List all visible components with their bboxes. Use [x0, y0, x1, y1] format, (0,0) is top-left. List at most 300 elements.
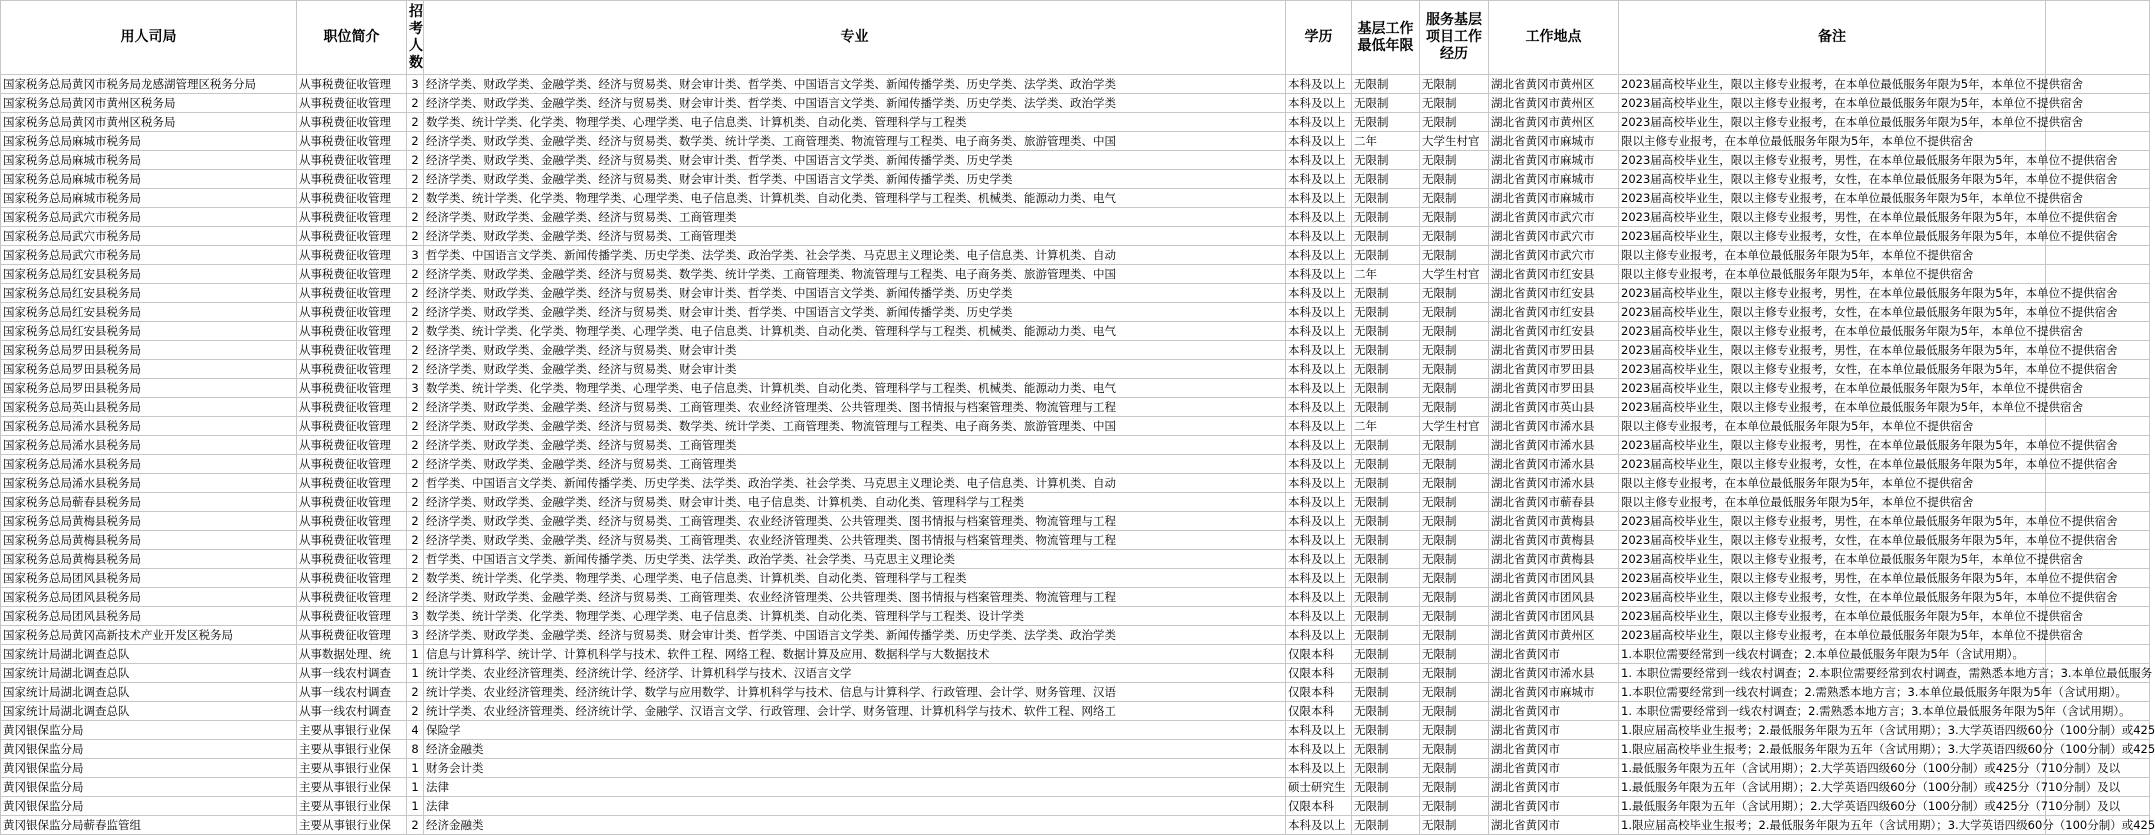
cell-remarks[interactable]: 2023届高校毕业生，限以主修专业报考，女性，在本单位最低服务年限为5年，本单位不提供宿舍 [1619, 531, 2046, 550]
cell-agency[interactable]: 国家统计局湖北调查总队 [1, 702, 297, 721]
cell-location[interactable]: 湖北省黄冈市武穴市 [1489, 208, 1619, 227]
cell-position[interactable]: 从事税费征收管理 [297, 170, 407, 189]
cell-count[interactable]: 2 [407, 683, 424, 702]
cell-education[interactable]: 本科及以上 [1286, 170, 1352, 189]
cell-remarks[interactable]: 2023届高校毕业生，限以主修专业报考，女性，在本单位最低服务年限为5年，本单位不提供宿舍 [1619, 360, 2046, 379]
cell-position[interactable]: 从事税费征收管理 [297, 341, 407, 360]
cell-major[interactable]: 法律 [424, 778, 1286, 797]
cell-agency[interactable]: 国家税务总局浠水县税务局 [1, 436, 297, 455]
cell-education[interactable]: 仅限本科 [1286, 645, 1352, 664]
cell-agency[interactable]: 国家税务总局麻城市税务局 [1, 189, 297, 208]
cell-position[interactable]: 从事税费征收管理 [297, 303, 407, 322]
cell-location[interactable]: 湖北省黄冈市黄梅县 [1489, 531, 1619, 550]
cell-location[interactable]: 湖北省黄冈市罗田县 [1489, 341, 1619, 360]
cell-min-years[interactable]: 无限制 [1352, 474, 1420, 493]
cell-major[interactable]: 经济学类、财政学类、金融学类、经济与贸易类、数学类、统计学类、工商管理类、物流管理与工程类、电子商务类、旅游管理类、中国 [424, 417, 1286, 436]
cell-major[interactable]: 数学类、统计学类、化学类、物理学类、心理学类、电子信息类、计算机类、自动化类、管理科学与工程类、机械类、能源动力类、电气 [424, 322, 1286, 341]
cell-service-experience[interactable]: 无限制 [1420, 303, 1489, 322]
cell-agency[interactable]: 国家税务总局黄梅县税务局 [1, 512, 297, 531]
cell-count[interactable]: 2 [407, 436, 424, 455]
cell-position[interactable]: 从事税费征收管理 [297, 550, 407, 569]
cell-location[interactable]: 湖北省黄冈市黄州区 [1489, 626, 1619, 645]
cell-education[interactable]: 本科及以上 [1286, 417, 1352, 436]
cell-location[interactable]: 湖北省黄冈市武穴市 [1489, 227, 1619, 246]
cell-position[interactable]: 从事税费征收管理 [297, 493, 407, 512]
cell-education[interactable]: 本科及以上 [1286, 474, 1352, 493]
cell-position[interactable]: 从事税费征收管理 [297, 322, 407, 341]
cell-location[interactable]: 湖北省黄冈市红安县 [1489, 322, 1619, 341]
cell-remarks[interactable]: 2023届高校毕业生，限以主修专业报考，男性，在本单位最低服务年限为5年，本单位不提供宿舍 [1619, 569, 2046, 588]
cell-major[interactable]: 经济学类、财政学类、金融学类、经济与贸易类、工商管理类、农业经济管理类、公共管理类、图书情报与档案管理类、物流管理与工程 [424, 588, 1286, 607]
cell-major[interactable]: 经济学类、财政学类、金融学类、经济与贸易类、工商管理类、农业经济管理类、公共管理类、图书情报与档案管理类、物流管理与工程 [424, 512, 1286, 531]
cell-min-years[interactable]: 无限制 [1352, 189, 1420, 208]
cell-location[interactable]: 湖北省黄冈市黄州区 [1489, 113, 1619, 132]
cell-min-years[interactable]: 无限制 [1352, 170, 1420, 189]
cell-remarks[interactable]: 2023届高校毕业生，限以主修专业报考，男性，在本单位最低服务年限为5年，本单位不提供宿舍 [1619, 284, 2046, 303]
cell-remarks[interactable]: 2023届高校毕业生，限以主修专业报考，女性，在本单位最低服务年限为5年，本单位不提供宿舍 [1619, 588, 2046, 607]
cell-count[interactable]: 3 [407, 246, 424, 265]
cell-min-years[interactable]: 无限制 [1352, 379, 1420, 398]
cell-major[interactable]: 经济学类、财政学类、金融学类、经济与贸易类、财会审计类 [424, 360, 1286, 379]
cell-major[interactable]: 经济学类、财政学类、金融学类、经济与贸易类、工商管理类、农业经济管理类、公共管理类、图书情报与档案管理类、物流管理与工程 [424, 398, 1286, 417]
cell-count[interactable]: 3 [407, 626, 424, 645]
cell-education[interactable]: 本科及以上 [1286, 379, 1352, 398]
cell-count[interactable]: 2 [407, 455, 424, 474]
cell-major[interactable]: 数学类、统计学类、化学类、物理学类、心理学类、电子信息类、计算机类、自动化类、管理科学与工程类、机械类、能源动力类、电气 [424, 379, 1286, 398]
cell-location[interactable]: 湖北省黄冈市团风县 [1489, 607, 1619, 626]
cell-agency[interactable]: 国家税务总局武穴市税务局 [1, 246, 297, 265]
cell-count[interactable]: 2 [407, 265, 424, 284]
cell-min-years[interactable]: 无限制 [1352, 645, 1420, 664]
cell-education[interactable]: 本科及以上 [1286, 246, 1352, 265]
cell-location[interactable]: 湖北省黄冈市浠水县 [1489, 436, 1619, 455]
cell-remarks[interactable]: 1. 本职位需要经常到一线农村调查；2.本职位需要经常到农村调查，需熟悉本地方言；3.本单位最低服务 [1619, 664, 2046, 683]
cell-agency[interactable]: 国家税务总局浠水县税务局 [1, 474, 297, 493]
cell-agency[interactable]: 黄冈银保监分局 [1, 721, 297, 740]
cell-count[interactable]: 1 [407, 759, 424, 778]
cell-count[interactable]: 2 [407, 493, 424, 512]
cell-count[interactable]: 2 [407, 417, 424, 436]
header-count[interactable]: 招考人数 [407, 1, 424, 75]
cell-agency[interactable]: 国家税务总局黄冈市税务局龙感湖管理区税务分局 [1, 75, 297, 94]
cell-position[interactable]: 从事税费征收管理 [297, 360, 407, 379]
cell-count[interactable]: 2 [407, 702, 424, 721]
cell-location[interactable]: 湖北省黄冈市麻城市 [1489, 683, 1619, 702]
cell-major[interactable]: 保险学 [424, 721, 1286, 740]
cell-education[interactable]: 本科及以上 [1286, 721, 1352, 740]
cell-major[interactable]: 经济学类、财政学类、金融学类、经济与贸易类、财会审计类、电子信息类、计算机类、自动化类、管理科学与工程类 [424, 493, 1286, 512]
cell-major[interactable]: 经济学类、财政学类、金融学类、经济与贸易类、财会审计类、哲学类、中国语言文学类、新闻传播学类、历史学类、法学类、政治学类 [424, 626, 1286, 645]
cell-min-years[interactable]: 无限制 [1352, 721, 1420, 740]
cell-agency[interactable]: 国家税务总局红安县税务局 [1, 322, 297, 341]
cell-count[interactable]: 1 [407, 797, 424, 816]
cell-location[interactable]: 湖北省黄冈市红安县 [1489, 303, 1619, 322]
cell-position[interactable]: 从事税费征收管理 [297, 607, 407, 626]
cell-major[interactable]: 哲学类、中国语言文学类、新闻传播学类、历史学类、法学类、政治学类、社会学类、马克思主义理论类、电子信息类、计算机类、自动 [424, 246, 1286, 265]
cell-service-experience[interactable]: 无限制 [1420, 531, 1489, 550]
cell-remarks[interactable]: 1.最低服务年限为五年（含试用期）；2.大学英语四级60分（100分制）或425分（710分制）及以 [1619, 797, 2046, 816]
cell-education[interactable]: 本科及以上 [1286, 341, 1352, 360]
cell-remarks[interactable]: 限以主修专业报考，在本单位最低服务年限为5年，本单位不提供宿舍 [1619, 132, 2046, 151]
cell-min-years[interactable]: 无限制 [1352, 607, 1420, 626]
cell-position[interactable]: 主要从事银行业保 [297, 797, 407, 816]
cell-remarks[interactable]: 1.限应届高校毕业生报考；2.最低服务年限为五年（含试用期）；3.大学英语四级60分（100分制）或425 [1619, 740, 2046, 759]
cell-min-years[interactable]: 无限制 [1352, 778, 1420, 797]
cell-empty[interactable] [2046, 265, 2150, 284]
cell-service-experience[interactable]: 无限制 [1420, 151, 1489, 170]
cell-location[interactable]: 湖北省黄冈市 [1489, 816, 1619, 835]
cell-agency[interactable]: 黄冈银保监分局蕲春监管组 [1, 816, 297, 835]
cell-agency[interactable]: 国家税务总局武穴市税务局 [1, 227, 297, 246]
cell-count[interactable]: 2 [407, 360, 424, 379]
cell-education[interactable]: 本科及以上 [1286, 189, 1352, 208]
cell-count[interactable]: 1 [407, 778, 424, 797]
cell-major[interactable]: 数学类、统计学类、化学类、物理学类、心理学类、电子信息类、计算机类、自动化类、管理科学与工程类、设计学类 [424, 607, 1286, 626]
cell-location[interactable]: 湖北省黄冈市浠水县 [1489, 455, 1619, 474]
cell-location[interactable]: 湖北省黄冈市罗田县 [1489, 360, 1619, 379]
cell-major[interactable]: 经济学类、财政学类、金融学类、经济与贸易类、工商管理类 [424, 436, 1286, 455]
cell-min-years[interactable]: 二年 [1352, 265, 1420, 284]
cell-remarks[interactable]: 2023届高校毕业生，限以主修专业报考，女性，在本单位最低服务年限为5年，本单位不提供宿舍 [1619, 170, 2046, 189]
cell-agency[interactable]: 国家统计局湖北调查总队 [1, 683, 297, 702]
cell-remarks[interactable]: 2023届高校毕业生，限以主修专业报考，在本单位最低服务年限为5年，本单位不提供宿舍 [1619, 94, 2046, 113]
cell-count[interactable]: 2 [407, 227, 424, 246]
cell-service-experience[interactable]: 无限制 [1420, 797, 1489, 816]
cell-service-experience[interactable]: 无限制 [1420, 740, 1489, 759]
cell-count[interactable]: 1 [407, 664, 424, 683]
cell-major[interactable]: 经济金融类 [424, 740, 1286, 759]
cell-service-experience[interactable]: 无限制 [1420, 721, 1489, 740]
cell-remarks[interactable]: 2023届高校毕业生，限以主修专业报考，在本单位最低服务年限为5年，本单位不提供宿舍 [1619, 398, 2046, 417]
cell-min-years[interactable]: 无限制 [1352, 493, 1420, 512]
cell-location[interactable]: 湖北省黄冈市红安县 [1489, 265, 1619, 284]
cell-min-years[interactable]: 无限制 [1352, 75, 1420, 94]
cell-education[interactable]: 本科及以上 [1286, 455, 1352, 474]
cell-position[interactable]: 从事数据处理、统 [297, 645, 407, 664]
cell-major[interactable]: 统计学类、农业经济管理类、经济统计学、金融学、汉语言文学、行政管理、会计学、财务管理、计算机科学与技术、软件工程、网络工 [424, 702, 1286, 721]
cell-remarks[interactable]: 2023届高校毕业生，限以主修专业报考，在本单位最低服务年限为5年，本单位不提供宿舍 [1619, 550, 2046, 569]
cell-location[interactable]: 湖北省黄冈市浠水县 [1489, 664, 1619, 683]
cell-remarks[interactable]: 1.最低服务年限为五年（含试用期）；2.大学英语四级60分（100分制）或425分（710分制）及以 [1619, 778, 2046, 797]
cell-service-experience[interactable]: 无限制 [1420, 113, 1489, 132]
cell-location[interactable]: 湖北省黄冈市团风县 [1489, 569, 1619, 588]
cell-remarks[interactable]: 2023届高校毕业生，限以主修专业报考，在本单位最低服务年限为5年，本单位不提供宿舍 [1619, 189, 2046, 208]
cell-location[interactable]: 湖北省黄冈市 [1489, 645, 1619, 664]
cell-service-experience[interactable]: 无限制 [1420, 246, 1489, 265]
cell-min-years[interactable]: 无限制 [1352, 512, 1420, 531]
cell-count[interactable]: 2 [407, 531, 424, 550]
cell-location[interactable]: 湖北省黄冈市罗田县 [1489, 379, 1619, 398]
cell-min-years[interactable]: 无限制 [1352, 284, 1420, 303]
cell-remarks[interactable]: 1.本职位需要经常到一线农村调查；2.需熟悉本地方言；3.本单位最低服务年限为5年（含试用期）。 [1619, 683, 2046, 702]
cell-major[interactable]: 法律 [424, 797, 1286, 816]
cell-education[interactable]: 本科及以上 [1286, 550, 1352, 569]
cell-empty[interactable] [2046, 493, 2150, 512]
cell-service-experience[interactable]: 无限制 [1420, 550, 1489, 569]
cell-min-years[interactable]: 无限制 [1352, 151, 1420, 170]
cell-remarks[interactable]: 限以主修专业报考，在本单位最低服务年限为5年，本单位不提供宿舍 [1619, 493, 2046, 512]
cell-remarks[interactable]: 2023届高校毕业生，限以主修专业报考，女性，在本单位最低服务年限为5年，本单位不提供宿舍 [1619, 227, 2046, 246]
cell-major[interactable]: 信息与计算科学、统计学、计算机科学与技术、软件工程、网络工程、数据计算及应用、数据科学与大数据技术 [424, 645, 1286, 664]
cell-service-experience[interactable]: 无限制 [1420, 512, 1489, 531]
cell-education[interactable]: 本科及以上 [1286, 75, 1352, 94]
cell-agency[interactable]: 国家税务总局浠水县税务局 [1, 455, 297, 474]
cell-major[interactable]: 经济学类、财政学类、金融学类、经济与贸易类、财会审计类、哲学类、中国语言文学类、新闻传播学类、历史学类 [424, 170, 1286, 189]
cell-service-experience[interactable]: 无限制 [1420, 94, 1489, 113]
cell-min-years[interactable]: 无限制 [1352, 436, 1420, 455]
cell-count[interactable]: 2 [407, 512, 424, 531]
cell-min-years[interactable]: 无限制 [1352, 797, 1420, 816]
cell-major[interactable]: 统计学类、农业经济管理类、经济统计学、经济学、计算机科学与技术、汉语言文学 [424, 664, 1286, 683]
cell-major[interactable]: 经济学类、财政学类、金融学类、经济与贸易类、数学类、统计学类、工商管理类、物流管理与工程类、电子商务类、旅游管理类、中国 [424, 132, 1286, 151]
cell-education[interactable]: 仅限本科 [1286, 683, 1352, 702]
cell-count[interactable]: 2 [407, 94, 424, 113]
cell-count[interactable]: 3 [407, 75, 424, 94]
cell-count[interactable]: 2 [407, 322, 424, 341]
cell-service-experience[interactable]: 无限制 [1420, 75, 1489, 94]
cell-position[interactable]: 从事税费征收管理 [297, 113, 407, 132]
cell-empty[interactable] [2046, 417, 2150, 436]
cell-service-experience[interactable]: 无限制 [1420, 816, 1489, 835]
cell-position[interactable]: 从事税费征收管理 [297, 189, 407, 208]
cell-count[interactable]: 2 [407, 189, 424, 208]
cell-agency[interactable]: 国家税务总局团风县税务局 [1, 569, 297, 588]
cell-agency[interactable]: 国家税务总局英山县税务局 [1, 398, 297, 417]
cell-service-experience[interactable]: 无限制 [1420, 360, 1489, 379]
header-major[interactable]: 专业 [424, 1, 1286, 75]
cell-service-experience[interactable]: 无限制 [1420, 664, 1489, 683]
cell-service-experience[interactable]: 大学生村官 [1420, 417, 1489, 436]
cell-service-experience[interactable]: 无限制 [1420, 493, 1489, 512]
cell-major[interactable]: 哲学类、中国语言文学类、新闻传播学类、历史学类、法学类、政治学类、社会学类、马克思主义理论类 [424, 550, 1286, 569]
cell-education[interactable]: 本科及以上 [1286, 208, 1352, 227]
cell-min-years[interactable]: 无限制 [1352, 360, 1420, 379]
cell-remarks[interactable]: 2023届高校毕业生，限以主修专业报考，男性，在本单位最低服务年限为5年，本单位不提供宿舍 [1619, 436, 2046, 455]
cell-education[interactable]: 本科及以上 [1286, 436, 1352, 455]
cell-education[interactable]: 本科及以上 [1286, 759, 1352, 778]
cell-min-years[interactable]: 无限制 [1352, 664, 1420, 683]
cell-count[interactable]: 8 [407, 740, 424, 759]
cell-major[interactable]: 经济金融类 [424, 816, 1286, 835]
cell-agency[interactable]: 国家税务总局罗田县税务局 [1, 341, 297, 360]
cell-location[interactable]: 湖北省黄冈市 [1489, 721, 1619, 740]
cell-location[interactable]: 湖北省黄冈市黄州区 [1489, 75, 1619, 94]
cell-count[interactable]: 4 [407, 721, 424, 740]
cell-position[interactable]: 从事税费征收管理 [297, 455, 407, 474]
cell-min-years[interactable]: 无限制 [1352, 341, 1420, 360]
cell-empty[interactable] [2046, 132, 2150, 151]
cell-min-years[interactable]: 无限制 [1352, 227, 1420, 246]
cell-service-experience[interactable]: 大学生村官 [1420, 132, 1489, 151]
cell-agency[interactable]: 国家税务总局团风县税务局 [1, 588, 297, 607]
cell-agency[interactable]: 国家统计局湖北调查总队 [1, 645, 297, 664]
cell-agency[interactable]: 国家税务总局红安县税务局 [1, 284, 297, 303]
cell-location[interactable]: 湖北省黄冈市团风县 [1489, 588, 1619, 607]
cell-position[interactable]: 从事税费征收管理 [297, 531, 407, 550]
cell-education[interactable]: 仅限本科 [1286, 702, 1352, 721]
cell-position[interactable]: 从事税费征收管理 [297, 626, 407, 645]
cell-service-experience[interactable]: 无限制 [1420, 759, 1489, 778]
cell-education[interactable]: 本科及以上 [1286, 151, 1352, 170]
cell-position[interactable]: 从事税费征收管理 [297, 284, 407, 303]
cell-min-years[interactable]: 无限制 [1352, 94, 1420, 113]
cell-remarks[interactable]: 2023届高校毕业生，限以主修专业报考，男性，在本单位最低服务年限为5年，本单位不提供宿舍 [1619, 151, 2046, 170]
cell-education[interactable]: 本科及以上 [1286, 360, 1352, 379]
cell-service-experience[interactable]: 无限制 [1420, 398, 1489, 417]
cell-education[interactable]: 本科及以上 [1286, 303, 1352, 322]
cell-agency[interactable]: 国家税务总局麻城市税务局 [1, 132, 297, 151]
cell-education[interactable]: 仅限本科 [1286, 664, 1352, 683]
cell-position[interactable]: 主要从事银行业保 [297, 721, 407, 740]
cell-major[interactable]: 经济学类、财政学类、金融学类、经济与贸易类、工商管理类 [424, 227, 1286, 246]
cell-major[interactable]: 经济学类、财政学类、金融学类、经济与贸易类、财会审计类、哲学类、中国语言文学类、新闻传播学类、历史学类、法学类、政治学类 [424, 94, 1286, 113]
cell-agency[interactable]: 黄冈银保监分局 [1, 740, 297, 759]
cell-min-years[interactable]: 无限制 [1352, 398, 1420, 417]
header-position[interactable]: 职位简介 [297, 1, 407, 75]
header-location[interactable]: 工作地点 [1489, 1, 1619, 75]
cell-remarks[interactable]: 2023届高校毕业生，限以主修专业报考，在本单位最低服务年限为5年，本单位不提供宿舍 [1619, 379, 2046, 398]
cell-count[interactable]: 2 [407, 113, 424, 132]
cell-location[interactable]: 湖北省黄冈市浠水县 [1489, 417, 1619, 436]
cell-major[interactable]: 经济学类、财政学类、金融学类、经济与贸易类、财会审计类、哲学类、中国语言文学类、新闻传播学类、历史学类 [424, 303, 1286, 322]
cell-count[interactable]: 2 [407, 341, 424, 360]
cell-location[interactable]: 湖北省黄冈市 [1489, 740, 1619, 759]
cell-count[interactable]: 2 [407, 132, 424, 151]
cell-major[interactable]: 财务会计类 [424, 759, 1286, 778]
cell-major[interactable]: 经济学类、财政学类、金融学类、经济与贸易类、财会审计类、哲学类、中国语言文学类、新闻传播学类、历史学类、法学类、政治学类 [424, 75, 1286, 94]
cell-agency[interactable]: 国家税务总局黄冈高新技术产业开发区税务局 [1, 626, 297, 645]
cell-education[interactable]: 本科及以上 [1286, 284, 1352, 303]
cell-agency[interactable]: 国家税务总局武穴市税务局 [1, 208, 297, 227]
cell-major[interactable]: 统计学类、农业经济管理类、经济统计学、数学与应用数学、计算机科学与技术、信息与计算科学、行政管理、会计学、财务管理、汉语 [424, 683, 1286, 702]
cell-min-years[interactable]: 无限制 [1352, 550, 1420, 569]
cell-empty[interactable] [2046, 474, 2150, 493]
cell-min-years[interactable]: 无限制 [1352, 531, 1420, 550]
cell-major[interactable]: 经济学类、财政学类、金融学类、经济与贸易类、财会审计类、哲学类、中国语言文学类、新闻传播学类、历史学类 [424, 284, 1286, 303]
cell-service-experience[interactable]: 无限制 [1420, 702, 1489, 721]
cell-agency[interactable]: 国家统计局湖北调查总队 [1, 664, 297, 683]
cell-count[interactable]: 2 [407, 588, 424, 607]
cell-agency[interactable]: 国家税务总局红安县税务局 [1, 265, 297, 284]
cell-service-experience[interactable]: 无限制 [1420, 189, 1489, 208]
cell-min-years[interactable]: 无限制 [1352, 322, 1420, 341]
cell-remarks[interactable]: 1.最低服务年限为五年（含试用期）；2.大学英语四级60分（100分制）或425分（710分制）及以 [1619, 759, 2046, 778]
header-education[interactable]: 学历 [1286, 1, 1352, 75]
cell-min-years[interactable]: 无限制 [1352, 246, 1420, 265]
cell-location[interactable]: 湖北省黄冈市麻城市 [1489, 189, 1619, 208]
cell-min-years[interactable]: 无限制 [1352, 816, 1420, 835]
cell-min-years[interactable]: 无限制 [1352, 303, 1420, 322]
cell-agency[interactable]: 黄冈银保监分局 [1, 759, 297, 778]
cell-position[interactable]: 从事税费征收管理 [297, 151, 407, 170]
cell-min-years[interactable]: 无限制 [1352, 702, 1420, 721]
cell-position[interactable]: 从事税费征收管理 [297, 398, 407, 417]
cell-remarks[interactable]: 限以主修专业报考，在本单位最低服务年限为5年，本单位不提供宿舍 [1619, 417, 2046, 436]
cell-position[interactable]: 从事税费征收管理 [297, 132, 407, 151]
cell-agency[interactable]: 国家税务总局黄梅县税务局 [1, 550, 297, 569]
cell-remarks[interactable]: 2023届高校毕业生，限以主修专业报考，在本单位最低服务年限为5年，本单位不提供宿舍 [1619, 113, 2046, 132]
cell-count[interactable]: 2 [407, 816, 424, 835]
cell-major[interactable]: 经济学类、财政学类、金融学类、经济与贸易类、数学类、统计学类、工商管理类、物流管理与工程类、电子商务类、旅游管理类、中国 [424, 265, 1286, 284]
cell-count[interactable]: 2 [407, 569, 424, 588]
cell-location[interactable]: 湖北省黄冈市蕲春县 [1489, 493, 1619, 512]
cell-agency[interactable]: 黄冈银保监分局 [1, 778, 297, 797]
cell-remarks[interactable]: 1.限应届高校毕业生报考；2.最低服务年限为五年（含试用期）；3.大学英语四级60分（100分制）或425 [1619, 816, 2046, 835]
cell-major[interactable]: 经济学类、财政学类、金融学类、经济与贸易类、工商管理类 [424, 208, 1286, 227]
cell-location[interactable]: 湖北省黄冈市浠水县 [1489, 474, 1619, 493]
cell-service-experience[interactable]: 无限制 [1420, 474, 1489, 493]
cell-count[interactable]: 3 [407, 379, 424, 398]
cell-count[interactable]: 2 [407, 550, 424, 569]
cell-remarks[interactable]: 2023届高校毕业生，限以主修专业报考，在本单位最低服务年限为5年，本单位不提供宿舍 [1619, 322, 2046, 341]
cell-count[interactable]: 3 [407, 607, 424, 626]
cell-position[interactable]: 从事税费征收管理 [297, 265, 407, 284]
cell-position[interactable]: 从事税费征收管理 [297, 94, 407, 113]
cell-service-experience[interactable]: 无限制 [1420, 341, 1489, 360]
cell-agency[interactable]: 国家税务总局红安县税务局 [1, 303, 297, 322]
cell-empty[interactable] [2046, 246, 2150, 265]
cell-service-experience[interactable]: 无限制 [1420, 645, 1489, 664]
cell-service-experience[interactable]: 无限制 [1420, 227, 1489, 246]
cell-position[interactable]: 主要从事银行业保 [297, 816, 407, 835]
cell-location[interactable]: 湖北省黄冈市麻城市 [1489, 132, 1619, 151]
cell-education[interactable]: 本科及以上 [1286, 607, 1352, 626]
cell-service-experience[interactable]: 无限制 [1420, 569, 1489, 588]
cell-min-years[interactable]: 二年 [1352, 132, 1420, 151]
cell-position[interactable]: 从事税费征收管理 [297, 436, 407, 455]
cell-position[interactable]: 主要从事银行业保 [297, 740, 407, 759]
cell-major[interactable]: 数学类、统计学类、化学类、物理学类、心理学类、电子信息类、计算机类、自动化类、管理科学与工程类 [424, 113, 1286, 132]
cell-service-experience[interactable]: 无限制 [1420, 208, 1489, 227]
cell-remarks[interactable]: 2023届高校毕业生，限以主修专业报考，女性，在本单位最低服务年限为5年，本单位不提供宿舍 [1619, 303, 2046, 322]
cell-service-experience[interactable]: 无限制 [1420, 284, 1489, 303]
header-remarks[interactable]: 备注 [1619, 1, 2046, 75]
cell-major[interactable]: 经济学类、财政学类、金融学类、经济与贸易类、工商管理类 [424, 455, 1286, 474]
cell-location[interactable]: 湖北省黄冈市 [1489, 778, 1619, 797]
cell-agency[interactable]: 国家税务总局浠水县税务局 [1, 417, 297, 436]
cell-location[interactable]: 湖北省黄冈市 [1489, 702, 1619, 721]
cell-count[interactable]: 2 [407, 303, 424, 322]
cell-remarks[interactable]: 2023届高校毕业生，限以主修专业报考，女性，在本单位最低服务年限为5年，本单位不提供宿舍 [1619, 455, 2046, 474]
cell-agency[interactable]: 国家税务总局麻城市税务局 [1, 151, 297, 170]
cell-service-experience[interactable]: 无限制 [1420, 588, 1489, 607]
cell-min-years[interactable]: 无限制 [1352, 740, 1420, 759]
cell-agency[interactable]: 国家税务总局黄冈市黄州区税务局 [1, 94, 297, 113]
cell-count[interactable]: 2 [407, 208, 424, 227]
cell-education[interactable]: 仅限本科 [1286, 797, 1352, 816]
cell-education[interactable]: 本科及以上 [1286, 322, 1352, 341]
cell-min-years[interactable]: 无限制 [1352, 569, 1420, 588]
cell-min-years[interactable]: 无限制 [1352, 588, 1420, 607]
cell-count[interactable]: 1 [407, 645, 424, 664]
cell-location[interactable]: 湖北省黄冈市麻城市 [1489, 151, 1619, 170]
cell-count[interactable]: 2 [407, 170, 424, 189]
cell-remarks[interactable]: 2023届高校毕业生，限以主修专业报考，男性，在本单位最低服务年限为5年，本单位不提供宿舍 [1619, 512, 2046, 531]
cell-major[interactable]: 经济学类、财政学类、金融学类、经济与贸易类、财会审计类、哲学类、中国语言文学类、新闻传播学类、历史学类 [424, 151, 1286, 170]
cell-count[interactable]: 2 [407, 474, 424, 493]
cell-education[interactable]: 硕士研究生 [1286, 778, 1352, 797]
cell-position[interactable]: 主要从事银行业保 [297, 778, 407, 797]
cell-service-experience[interactable]: 无限制 [1420, 322, 1489, 341]
header-empty[interactable] [2046, 1, 2150, 75]
header-min-years[interactable]: 基层工作最低年限 [1352, 1, 1420, 75]
cell-service-experience[interactable]: 无限制 [1420, 436, 1489, 455]
cell-education[interactable]: 本科及以上 [1286, 626, 1352, 645]
cell-remarks[interactable]: 2023届高校毕业生，限以主修专业报考，男性，在本单位最低服务年限为5年，本单位不提供宿舍 [1619, 341, 2046, 360]
cell-location[interactable]: 湖北省黄冈市 [1489, 797, 1619, 816]
header-agency[interactable]: 用人司局 [1, 1, 297, 75]
cell-location[interactable]: 湖北省黄冈市黄梅县 [1489, 550, 1619, 569]
